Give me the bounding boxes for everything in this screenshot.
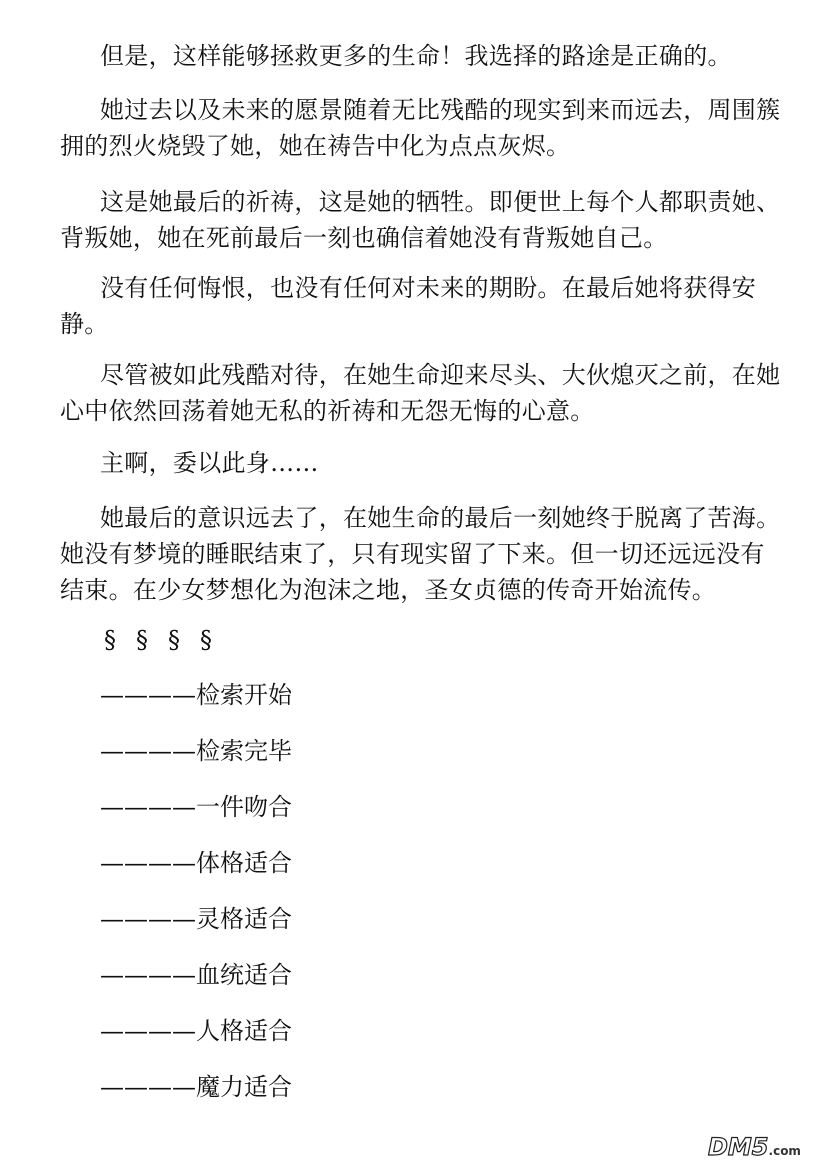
search-line-mana: ————魔力适合 [100, 1073, 292, 1101]
paragraph-3: 这是她最后的祈祷，这是她的牺牲。即便世上每个人都职责她、背叛她，她在死前最后一刻也确信着她没有背叛她自己。 [60, 188, 781, 252]
paragraph-1: 但是，这样能够拯救更多的生命！我选择的路途是正确的。 [100, 42, 732, 70]
watermark-suffix: .com [768, 1144, 801, 1158]
search-line-start: ————检索开始 [100, 681, 292, 709]
paragraph-5: 尽管被如此残酷对待，在她生命迎来尽头、大伙熄灭之前，在她心中依然回荡着她无私的祈祷和无怨无悔的心意。 [60, 361, 781, 425]
section-separator: §§§§ [104, 626, 232, 654]
search-line-match: ————一件吻合 [100, 793, 292, 821]
watermark-brand: DM5 [708, 1133, 769, 1161]
paragraph-4: 没有任何悔恨，也没有任何对未来的期盼。在最后她将获得安静。 [60, 274, 757, 338]
site-watermark-logo [708, 1133, 801, 1161]
paragraph-7: 她最后的意识远去了，在她生命的最后一刻她终于脱离了苦海。她没有梦境的睡眠结束了，只有现实留了下来。但一切还远远没有结束。在少女梦想化为泡沫之地，圣女贞德的传奇开始流传。 [60, 504, 781, 604]
search-line-spirit: ————灵格适合 [100, 905, 292, 933]
paragraph-6: 主啊，委以此身…… [100, 449, 319, 477]
search-line-physique: ————体格适合 [100, 849, 292, 877]
search-line-complete: ————检索完毕 [100, 737, 292, 765]
paragraph-2: 她过去以及未来的愿景随着无比残酷的现实到来而远去，周围簇拥的烈火烧毁了她，她在祷告中化为点点灰烬。 [60, 96, 781, 160]
search-line-personality: ————人格适合 [100, 1017, 292, 1045]
search-line-bloodline: ————血统适合 [100, 961, 292, 989]
